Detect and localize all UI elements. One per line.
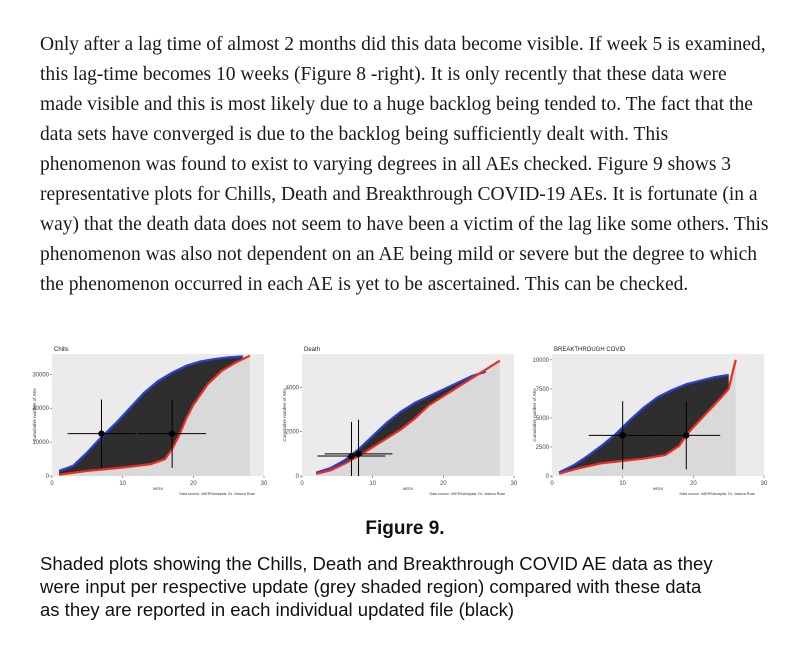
x-tick-label: 0	[300, 481, 304, 487]
chart-svg	[30, 340, 270, 500]
crosshair-point	[355, 451, 361, 457]
chart-title: Death	[304, 347, 321, 353]
chart-chills	[30, 340, 270, 500]
x-tick-label: 10	[369, 481, 377, 487]
x-tick-label: 0	[50, 481, 54, 487]
crosshair-point	[98, 430, 104, 436]
caption-line: were input per respective update (grey shaded region) compared with these data	[40, 576, 702, 597]
y-tick-label: 4000	[285, 385, 299, 392]
data-source-note: Data source: VAERSAnalysis: Dr. Jessica Rose	[679, 492, 756, 496]
x-tick-label: 20	[189, 481, 197, 487]
crosshair-point	[683, 432, 689, 438]
y-tick-label: 0	[45, 474, 49, 480]
x-tick-label: 30	[510, 481, 518, 487]
crosshair-point	[169, 430, 175, 436]
figure-caption	[40, 552, 800, 621]
body-paragraph	[40, 30, 785, 300]
y-tick-label: 30000	[32, 372, 49, 379]
paragraph-line: way) that the death data does not seem to have been a victim of the lag like some others. This	[40, 214, 769, 235]
x-axis-label: WEEK	[152, 487, 164, 491]
caption-line: Shaded plots showing the Chills, Death and Breakthrough COVID AE data as they	[40, 553, 713, 574]
x-axis-label: WEEK	[652, 487, 664, 491]
x-tick-label: 10	[619, 481, 627, 487]
paragraph-line: this lag-time becomes 10 weeks (Figure 8 -right). It is only recently that these data were	[40, 64, 727, 85]
y-tick-label: 2000	[285, 429, 299, 436]
y-tick-label: 7500	[535, 386, 549, 393]
paragraph-line: made visible and this is most likely due to a huge backlog being tended to. The fact that the	[40, 94, 753, 115]
chart-title: Chills	[54, 347, 69, 353]
y-tick-label: 10000	[532, 357, 549, 364]
y-axis-label: Cumulative number of AEs	[282, 388, 287, 442]
y-axis-label: Cumulative number of AEs	[32, 388, 37, 442]
data-source-note: Data source: VAERSAnalysis: Dr. Jessica Rose	[429, 492, 506, 496]
y-axis-label: Cumulative number of AEs	[532, 388, 537, 442]
y-tick-label: 0	[295, 474, 299, 480]
data-source-note: Data source: VAERSAnalysis: Dr. Jessica Rose	[179, 492, 256, 496]
x-tick-label: 10	[119, 481, 127, 487]
chart-death	[280, 340, 520, 500]
x-tick-label: 20	[689, 481, 697, 487]
x-axis-label: WEEK	[402, 487, 414, 491]
figure-title: Figure 9.	[365, 518, 445, 539]
y-tick-label: 5000	[535, 415, 549, 422]
x-tick-label: 20	[439, 481, 447, 487]
paragraph-line: the phenomenon occurred in each AE is yet to be ascertained. This can be checked.	[40, 274, 689, 295]
paragraph-line: phenomenon was found to exist to varying degrees in all AEs checked. Figure 9 shows 3	[40, 154, 732, 175]
y-tick-label: 10000	[32, 440, 49, 447]
chart-breakthrough-covid	[530, 340, 770, 500]
x-tick-label: 0	[550, 481, 554, 487]
x-tick-label: 30	[760, 481, 768, 487]
crosshair-point	[619, 432, 625, 438]
paragraph-line: data sets have converged is due to the backlog being sufficiently dealt with. This	[40, 124, 669, 145]
y-tick-label: 20000	[32, 406, 49, 413]
y-tick-label: 2500	[535, 444, 549, 451]
y-tick-label: 0	[545, 474, 549, 480]
caption-line: as they are reported in each individual updated file (black)	[40, 599, 515, 620]
paragraph-line: representative plots for Chills, Death and Breakthrough COVID-19 AEs. It is fortunate (in a	[40, 184, 758, 205]
x-tick-label: 30	[260, 481, 268, 487]
chart-svg	[530, 340, 770, 500]
paragraph-line: phenomenon was also not dependent on an AE being mild or severe but the degree to which	[40, 244, 757, 265]
paragraph-line: Only after a lag time of almost 2 months did this data become visible. If week 5 is examined,	[40, 34, 766, 55]
chart-title: BREAKTHROUGH COVID	[554, 347, 626, 353]
chart-svg	[280, 340, 520, 500]
